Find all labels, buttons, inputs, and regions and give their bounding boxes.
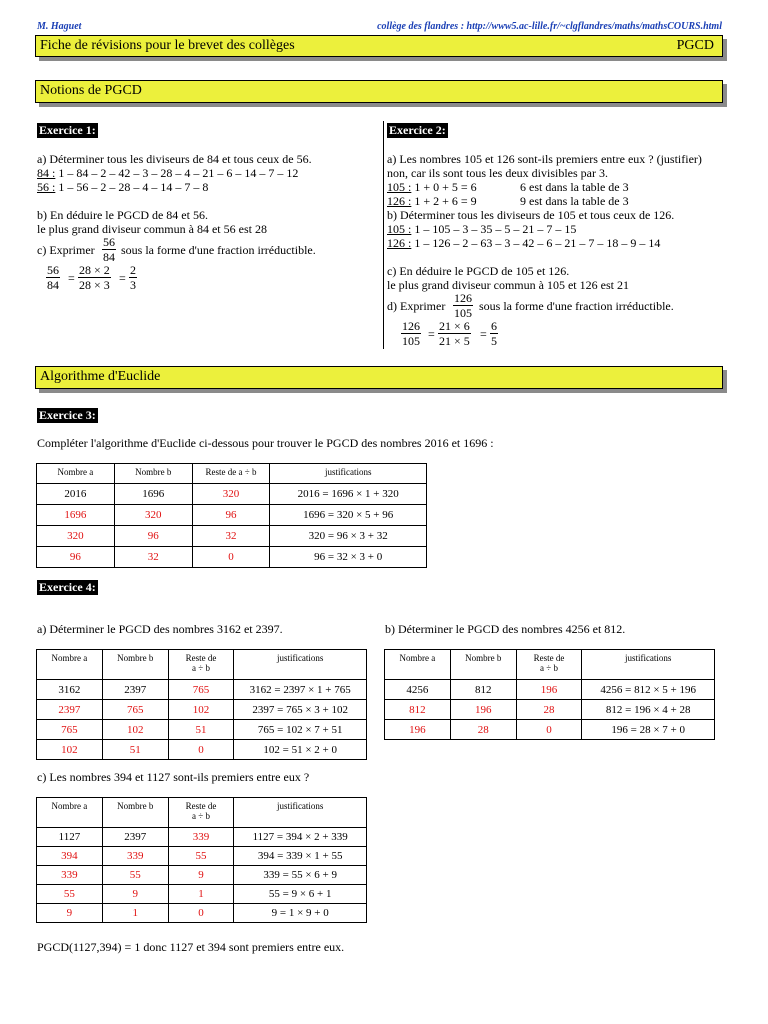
table-cell: 28 [450, 720, 516, 740]
table-cell: 55 [37, 885, 103, 904]
author-name: M. Haguet [37, 21, 82, 32]
table-cell: 1 [102, 904, 168, 923]
ex2-fraction-given: $\frac{126}{105}$ [454, 291, 472, 320]
col-header: Reste de a ÷ b [168, 798, 234, 828]
table-cell: 196 [450, 700, 516, 720]
ex2-question-a: a) Les nombres 105 et 126 sont-ils premiers entre eux ? (justifier) [387, 152, 702, 166]
ex1-answer-b: le plus grand diviseur commun à 84 et 56 est 28 [37, 222, 267, 236]
ex4-question-a: a) Déterminer le PGCD des nombres 3162 et 2397. [37, 622, 283, 636]
divisors-56: 1 – 56 – 2 – 28 – 4 – 14 – 7 – 8 [55, 180, 209, 194]
ex1-question-c-suffix: sous la forme d'une fraction irréductible. [121, 243, 316, 257]
euclid-table-2016-1696 [36, 463, 427, 568]
col-header: Nombre a [37, 650, 103, 680]
table-cell: 51 [168, 720, 234, 740]
ex1-frac-result: $\frac{2}{3}$ [130, 263, 136, 292]
table-cell: 1696 = 320 × 5 + 96 [270, 505, 427, 526]
table-cell: 812 [385, 700, 451, 720]
table-cell: 196 [516, 680, 582, 700]
table-cell: 4256 [385, 680, 451, 700]
ex1-fraction-given: $\frac{56}{84}$ [103, 235, 115, 264]
table-cell: 96 = 32 × 3 + 0 [270, 547, 427, 568]
table-cell: 320 = 96 × 3 + 32 [270, 526, 427, 547]
col-header: Nombre a [37, 464, 115, 484]
col-header: Reste de a ÷ b [516, 650, 582, 680]
table-cell: 55 [168, 847, 234, 866]
table-cell: 339 [102, 847, 168, 866]
col-header: justifications [582, 650, 715, 680]
ex2-question-b: b) Déterminer tous les diviseurs de 105 et tous ceux de 126. [387, 208, 675, 222]
table-cell: 0 [168, 904, 234, 923]
table-cell: 1127 = 394 × 2 + 339 [234, 828, 367, 847]
ex4-conclusion: PGCD(1127,394) = 1 donc 1127 et 394 sont premiers entre eux. [37, 940, 345, 954]
section-notions: Notions de PGCD [35, 80, 723, 103]
table-cell: 812 = 196 × 4 + 28 [582, 700, 715, 720]
table-row [37, 885, 367, 904]
ex1-eq-1: = [68, 271, 75, 285]
col-header: Nombre b [450, 650, 516, 680]
col-header: Nombre a [385, 650, 451, 680]
table-cell: 102 [168, 700, 234, 720]
table-cell: 0 [168, 740, 234, 760]
table-cell: 320 [192, 484, 270, 505]
column-divider [383, 121, 384, 349]
table-cell: 2397 [102, 828, 168, 847]
label-84: 84 : [37, 166, 56, 180]
table-row [37, 680, 367, 700]
label-56: 56 : [37, 180, 56, 194]
sheet-topic: PGCD [676, 38, 714, 53]
ex2-note-105: 6 est dans la table de 3 [520, 180, 629, 194]
table-cell: 2397 [37, 700, 103, 720]
ex2-frac-result: $\frac{6}{5}$ [491, 319, 497, 348]
euclid-table-3162-2397 [36, 649, 367, 760]
ex1-question-a: a) Déterminer tous les diviseurs de 84 et tous ceux de 56. [37, 152, 312, 166]
ex2-frac-middle: $\frac{21 \times 6}{21 \times 5}$ [439, 319, 470, 348]
table-row [37, 828, 367, 847]
table-row [37, 720, 367, 740]
ex2-note-126: 9 est dans la table de 3 [520, 194, 629, 208]
table-cell: 1696 [114, 484, 192, 505]
table-cell: 9 = 1 × 9 + 0 [234, 904, 367, 923]
table-row [37, 904, 367, 923]
table-row [385, 680, 715, 700]
table-cell: 32 [192, 526, 270, 547]
table-cell: 320 [37, 526, 115, 547]
table-cell: 320 [114, 505, 192, 526]
ex4-title: Exercice 4: [39, 580, 96, 594]
ex1-question-b: b) En déduire le PGCD de 84 et 56. [37, 208, 208, 222]
table-cell: 1696 [37, 505, 115, 526]
col-header: Nombre b [102, 798, 168, 828]
ex1-divisors-84 [37, 166, 298, 180]
ex2-answer-a: non, car ils sont tous les deux divisibles par 3. [387, 166, 608, 180]
table-cell: 96 [192, 505, 270, 526]
table-cell: 394 [37, 847, 103, 866]
table-cell: 9 [102, 885, 168, 904]
col-header: justifications [234, 798, 367, 828]
table-cell: 394 = 339 × 1 + 55 [234, 847, 367, 866]
ex3-title: Exercice 3: [39, 408, 96, 422]
table-row [37, 847, 367, 866]
ex2-question-d-prefix: d) Exprimer [387, 299, 446, 313]
table-cell: 96 [114, 526, 192, 547]
ex2-title: Exercice 2: [389, 123, 446, 137]
table-cell: 765 [37, 720, 103, 740]
table-row [37, 740, 367, 760]
sheet-title: Fiche de révisions pour le brevet des collèges [40, 38, 295, 53]
table-cell: 55 = 9 × 6 + 1 [234, 885, 367, 904]
table-cell: 9 [168, 866, 234, 885]
ex2-eq-2: = [480, 327, 487, 341]
table-cell: 2397 [102, 680, 168, 700]
ex3-instruction: Compléter l'algorithme d'Euclide ci-dessous pour trouver le PGCD des nombres 2016 et 1696 : [37, 436, 494, 450]
table-cell: 9 [37, 904, 103, 923]
table-cell: 32 [114, 547, 192, 568]
ex1-question-c-prefix: c) Exprimer [37, 243, 95, 257]
table-cell: 1127 [37, 828, 103, 847]
ex1-eq-2: = [119, 271, 126, 285]
ex1-frac-left: $\frac{56}{84}$ [47, 263, 59, 292]
col-header: Nombre a [37, 798, 103, 828]
table-cell: 55 [102, 866, 168, 885]
table-cell: 0 [192, 547, 270, 568]
col-header: Reste de a ÷ b [168, 650, 234, 680]
divisors-84: 1 – 84 – 2 – 42 – 3 – 28 – 4 – 21 – 6 – 14 – 7 – 12 [55, 166, 299, 180]
section-euclide: Algorithme d'Euclide [35, 366, 723, 389]
table-row [37, 526, 427, 547]
table-row [385, 700, 715, 720]
ex4-question-c: c) Les nombres 394 et 1127 sont-ils premiers entre eux ? [37, 770, 310, 784]
table-cell: 102 = 51 × 2 + 0 [234, 740, 367, 760]
table-cell: 3162 [37, 680, 103, 700]
ex2-sum-126: 126 : 1 + 2 + 6 = 9 [387, 194, 477, 208]
table-cell: 4256 = 812 × 5 + 196 [582, 680, 715, 700]
ex2-sum-105: 105 : 1 + 0 + 5 = 6 [387, 180, 477, 194]
table-cell: 3162 = 2397 × 1 + 765 [234, 680, 367, 700]
table-cell: 0 [516, 720, 582, 740]
table-row [37, 484, 427, 505]
table-row [37, 866, 367, 885]
ex1-frac-middle: $\frac{28 \times 2}{28 \times 3}$ [79, 263, 110, 292]
ex2-divisors-105: 105 : 1 – 105 – 3 – 35 – 5 – 21 – 7 – 15 [387, 222, 577, 236]
table-cell: 196 [385, 720, 451, 740]
table-cell: 2016 = 1696 × 1 + 320 [270, 484, 427, 505]
table-cell: 765 [102, 700, 168, 720]
euclid-table-1127-394 [36, 797, 367, 923]
site-url: collège des flandres : http://www5.ac-lille.fr/~clgflandres/maths/mathsCOURS.html [377, 21, 722, 32]
col-header: Reste de a ÷ b [192, 464, 270, 484]
ex2-question-d-suffix: sous la forme d'une fraction irréductible. [479, 299, 674, 313]
table-cell: 102 [102, 720, 168, 740]
ex1-divisors-56 [37, 180, 208, 194]
ex2-frac-left: $\frac{126}{105}$ [402, 319, 420, 348]
title-bar [35, 35, 723, 57]
col-header: Nombre b [114, 464, 192, 484]
table-cell: 765 = 102 × 7 + 51 [234, 720, 367, 740]
table-cell: 102 [37, 740, 103, 760]
ex1-title: Exercice 1: [39, 123, 96, 137]
col-header: Nombre b [102, 650, 168, 680]
table-cell: 1 [168, 885, 234, 904]
col-header: justifications [234, 650, 367, 680]
table-cell: 765 [168, 680, 234, 700]
ex2-answer-c: le plus grand diviseur commun à 105 et 126 est 21 [387, 278, 629, 292]
table-row [37, 547, 427, 568]
table-cell: 2397 = 765 × 3 + 102 [234, 700, 367, 720]
table-cell: 812 [450, 680, 516, 700]
ex4-question-b: b) Déterminer le PGCD des nombres 4256 et 812. [385, 622, 626, 636]
table-row [37, 700, 367, 720]
table-cell: 339 [168, 828, 234, 847]
ex2-question-c: c) En déduire le PGCD de 105 et 126. [387, 264, 570, 278]
table-cell: 51 [102, 740, 168, 760]
ex2-divisors-126: 126 : 1 – 126 – 2 – 63 – 3 – 42 – 6 – 21 – 7 – 18 – 9 – 14 [387, 236, 661, 250]
table-cell: 96 [37, 547, 115, 568]
table-cell: 339 [37, 866, 103, 885]
table-row [37, 505, 427, 526]
ex2-eq-1: = [428, 327, 435, 341]
euclid-table-4256-812 [384, 649, 715, 740]
table-row [385, 720, 715, 740]
table-cell: 339 = 55 × 6 + 9 [234, 866, 367, 885]
col-header: justifications [270, 464, 427, 484]
table-cell: 2016 [37, 484, 115, 505]
table-cell: 28 [516, 700, 582, 720]
table-cell: 196 = 28 × 7 + 0 [582, 720, 715, 740]
